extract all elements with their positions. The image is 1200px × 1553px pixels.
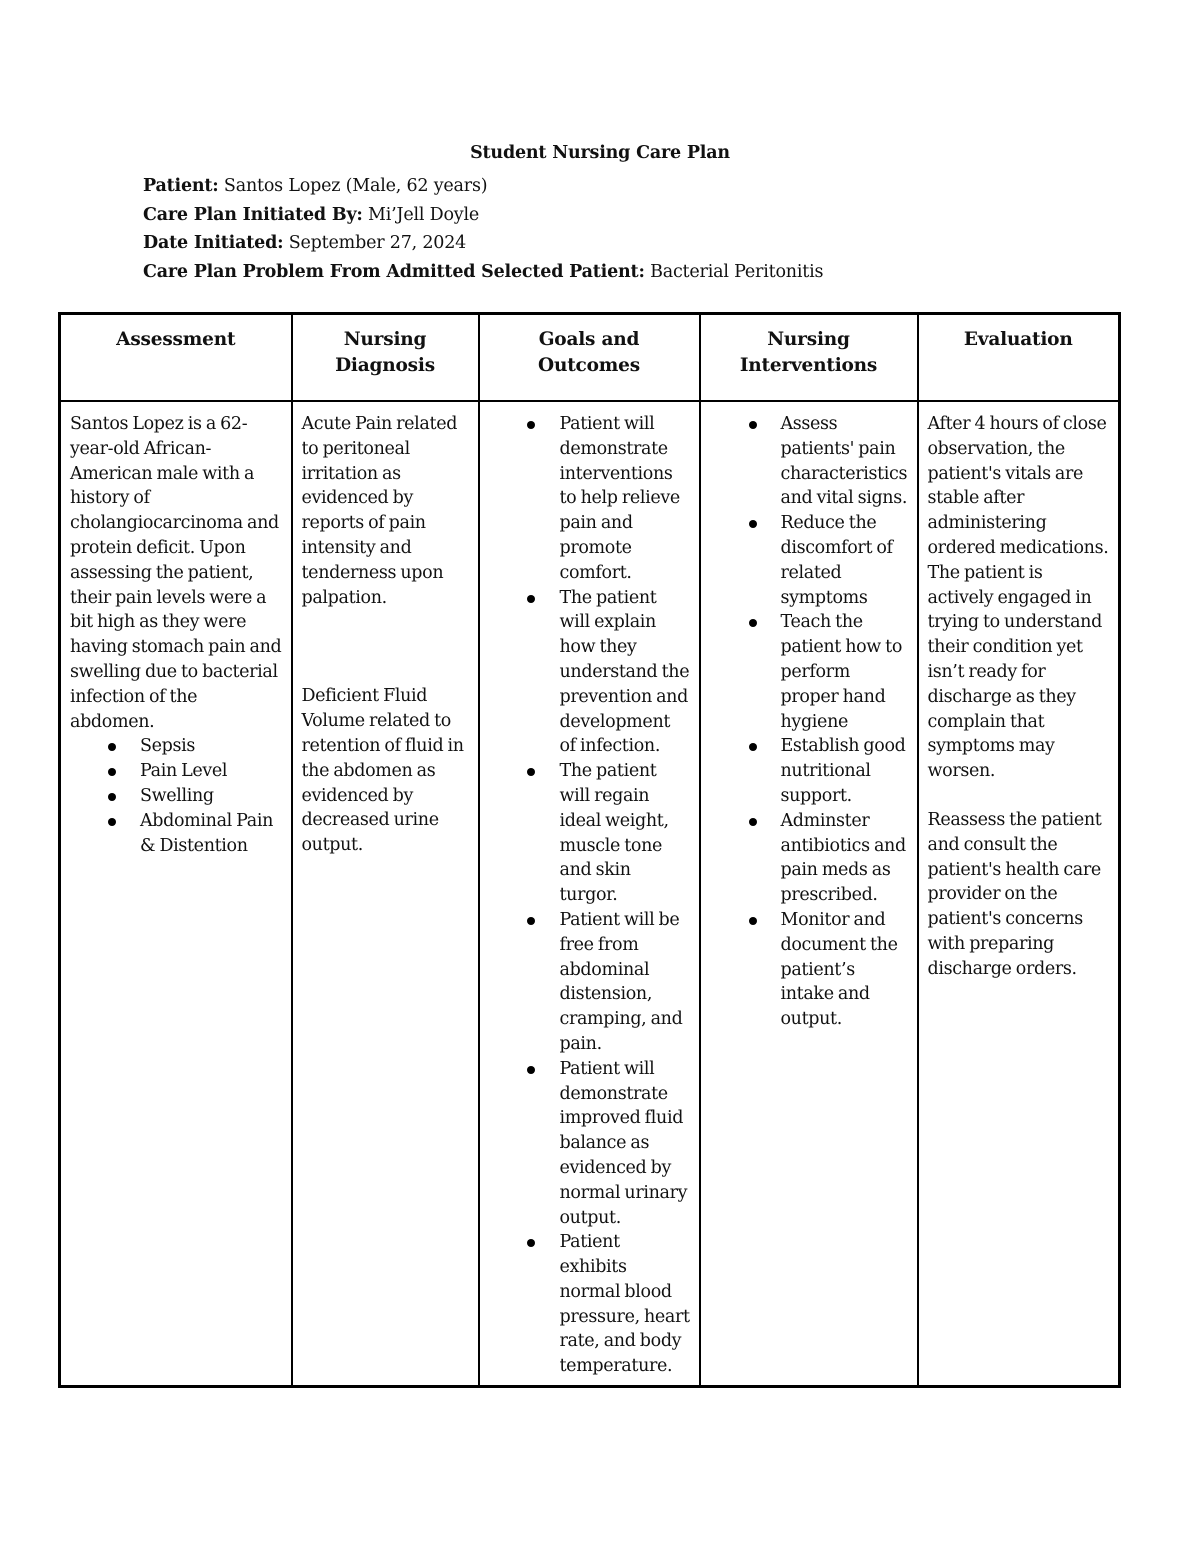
diagnosis-fluid-volume: Deficient Fluid Volume related to retention of fluid in the abdomen as evidenced by decreased urine output.: [301, 686, 464, 856]
problem-label: Care Plan Problem From Admitted Selected Patient:: [143, 261, 645, 282]
list-item: [710, 610, 909, 734]
evaluation-reassess: Reassess the patient and consult the patient's health care provider on the patient's concerns with preparing discharge orders.: [927, 809, 1102, 979]
interventions-bullet-list: [710, 412, 909, 1032]
table-header-row: [60, 314, 1120, 402]
goals-bullet-list: [489, 412, 691, 1379]
list-item: [710, 511, 909, 610]
list-item-text: Teach the patient how to perform proper hand hygiene: [780, 612, 903, 732]
care-plan-table: [58, 312, 1121, 1388]
bullet-icon: [527, 917, 535, 925]
list-item: [710, 908, 909, 1032]
initiated-by-line: [143, 201, 823, 230]
list-item: [489, 1057, 691, 1231]
list-item-text: Patient will be free from abdominal distension, cramping, and pain.: [559, 909, 683, 1054]
diagnosis-cell: [292, 401, 479, 1387]
list-item: [70, 784, 283, 809]
list-item-text: Swelling: [140, 785, 214, 806]
goals-cell: [479, 401, 700, 1387]
patient-value: Santos Lopez (Male, 62 years): [218, 176, 488, 196]
list-item-text: Patient will demonstrate improved fluid balance as evidenced by normal urinary output.: [559, 1058, 688, 1228]
header-assessment: Assessment: [60, 314, 292, 402]
bullet-icon: [108, 768, 116, 776]
list-item-text: Patient exhibits normal blood pressure, heart rate, and body temperature.: [559, 1232, 690, 1377]
list-item-text: Monitor and document the patient’s intake and output.: [780, 909, 898, 1030]
bullet-icon: [527, 1239, 535, 1247]
bullet-icon: [527, 595, 535, 603]
list-item: [489, 759, 691, 908]
list-item-text: The patient will explain how they understand the prevention and development of infection.: [559, 587, 690, 757]
list-item-text: Adminster antibiotics and pain meds as prescribed.: [780, 810, 906, 906]
header-nursing-diagnosis: Nursing Diagnosis: [292, 314, 479, 402]
assessment-cell: [60, 401, 292, 1387]
list-item: [489, 586, 691, 760]
initiated-by-label: Care Plan Initiated By:: [143, 204, 363, 225]
list-item: [710, 412, 909, 511]
list-item: [489, 1230, 691, 1379]
problem-value: Bacterial Peritonitis: [644, 261, 824, 282]
initiated-by-value: Mi’Jell Doyle: [362, 204, 480, 225]
bullet-icon: [108, 793, 116, 801]
evaluation-cell: [918, 401, 1120, 1387]
bullet-icon: [749, 421, 757, 429]
date-label: Date Initiated:: [143, 233, 284, 253]
bullet-icon: [527, 421, 535, 429]
date-value: September 27, 2024: [283, 233, 467, 253]
evaluation-observation: After 4 hours of close observation, the patient's vitals are stable after administering ordered medications. The patient is actively engaged in trying to understand their condition yet isn’t ready for discharge as they complain that symptoms may worsen.: [927, 414, 1109, 782]
assessment-bullet-list: [70, 734, 283, 858]
list-item: [489, 412, 691, 586]
list-item-text: Pain Level: [140, 761, 228, 782]
list-item-text: Reduce the discomfort of related symptoms: [780, 513, 893, 608]
bullet-icon: [749, 520, 757, 528]
list-item: [70, 809, 283, 859]
header-evaluation: Evaluation: [918, 314, 1120, 402]
bullet-icon: [527, 768, 535, 776]
problem-line: [143, 258, 823, 287]
bullet-icon: [527, 1066, 535, 1074]
list-item: [710, 809, 909, 908]
bullet-icon: [749, 743, 757, 751]
care-plan-meta: [143, 172, 823, 286]
list-item: [710, 734, 909, 808]
list-item-text: Assess patients' pain characteristics and vital signs.: [780, 414, 908, 509]
page-title: Student Nursing Care Plan: [470, 143, 730, 163]
list-item-text: The patient will regain ideal weight, muscle tone and skin turgor.: [559, 761, 669, 906]
bullet-icon: [749, 619, 757, 627]
diagnosis-acute-pain: Acute Pain related to peritoneal irritation as evidenced by reports of pain intensity and tenderness upon palpation.: [301, 414, 458, 608]
list-item-text: Establish good nutritional support.: [780, 736, 906, 806]
bullet-icon: [749, 917, 757, 925]
bullet-icon: [108, 743, 116, 751]
assessment-text: Santos Lopez is a 62-year-old African-American male with a history of cholangiocarcinoma and protein deficit. Upon assessing the patient, their pain levels were a bit high as they were having stomach pain and swelling due to bacterial infection of the abdomen.: [70, 414, 282, 732]
patient-label: Patient:: [143, 176, 219, 196]
list-item: [489, 908, 691, 1057]
list-item-text: Sepsis: [140, 736, 196, 757]
list-item-text: Abdominal Pain & Distention: [140, 810, 274, 856]
list-item: [70, 734, 283, 759]
bullet-icon: [749, 818, 757, 826]
date-line: [143, 229, 823, 258]
bullet-icon: [108, 818, 116, 826]
header-goals-outcomes: Goals and Outcomes: [479, 314, 700, 402]
patient-line: [143, 172, 823, 201]
header-nursing-interventions: Nursing Interventions: [700, 314, 918, 402]
interventions-cell: [700, 401, 918, 1387]
list-item: [70, 759, 283, 784]
list-item-text: Patient will demonstrate interventions to help relieve pain and promote comfort.: [559, 414, 680, 583]
table-row: [60, 401, 1120, 1387]
